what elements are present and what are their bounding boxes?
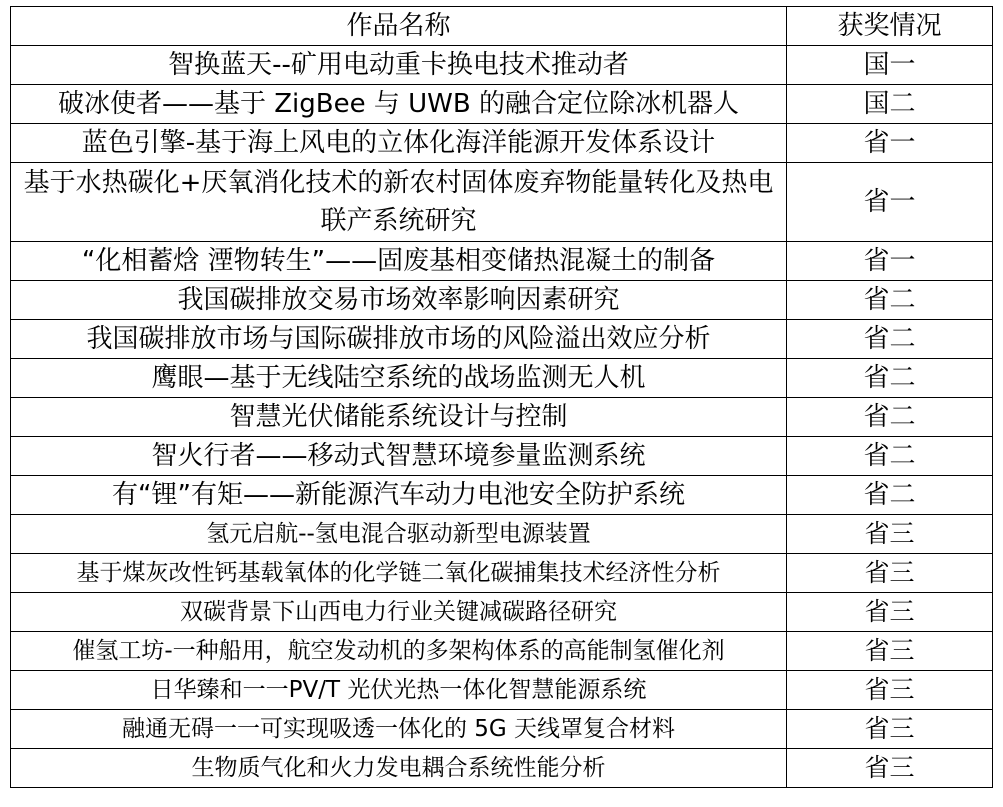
table-row — [11, 710, 993, 749]
column-header-name: 作品名称 — [11, 7, 787, 46]
award-level: 省三 — [787, 515, 993, 554]
table-row — [11, 398, 993, 437]
project-name: 日华臻和一一PV/T 光伏光热一体化智慧能源系统 — [11, 671, 787, 710]
project-name: 我国碳排放市场与国际碳排放市场的风险溢出效应分析 — [11, 320, 787, 359]
project-name: 我国碳排放交易市场效率影响因素研究 — [11, 281, 787, 320]
award-level: 省一 — [787, 124, 993, 163]
project-name: 氢元启航--氢电混合驱动新型电源装置 — [11, 515, 787, 554]
project-name: “化相蓄焓 湮物转生”——固废基相变储热混凝土的制备 — [11, 242, 787, 281]
table-row — [11, 85, 993, 124]
table-row — [11, 124, 993, 163]
table-row — [11, 476, 993, 515]
award-level: 省三 — [787, 749, 993, 788]
table-row — [11, 515, 993, 554]
project-name: 智火行者——移动式智慧环境参量监测系统 — [11, 437, 787, 476]
table-row — [11, 320, 993, 359]
project-name: 融通无碍一一可实现吸透一体化的 5G 天线罩复合材料 — [11, 710, 787, 749]
project-name: 催氢工坊-一种船用，航空发动机的多架构体系的高能制氢催化剂 — [11, 632, 787, 671]
table-header-row — [11, 7, 993, 46]
table-row — [11, 46, 993, 85]
project-name: 智换蓝天--矿用电动重卡换电技术推动者 — [11, 46, 787, 85]
award-level: 省一 — [787, 163, 993, 242]
project-name: 有“锂”有矩——新能源汽车动力电池安全防护系统 — [11, 476, 787, 515]
award-level: 省三 — [787, 593, 993, 632]
table-row — [11, 632, 993, 671]
award-level: 省二 — [787, 359, 993, 398]
award-level: 省二 — [787, 437, 993, 476]
project-name: 双碳背景下山西电力行业关键减碳路径研究 — [11, 593, 787, 632]
award-level: 国二 — [787, 85, 993, 124]
project-name: 智慧光伏储能系统设计与控制 — [11, 398, 787, 437]
award-level: 国一 — [787, 46, 993, 85]
table-row — [11, 163, 993, 242]
award-level: 省三 — [787, 632, 993, 671]
table-row — [11, 359, 993, 398]
project-name: 破冰使者——基于 ZigBee 与 UWB 的融合定位除冰机器人 — [11, 85, 787, 124]
award-level: 省三 — [787, 710, 993, 749]
award-level: 省三 — [787, 671, 993, 710]
table-row — [11, 671, 993, 710]
award-level: 省一 — [787, 242, 993, 281]
project-name: 鹰眼—基于无线陆空系统的战场监测无人机 — [11, 359, 787, 398]
award-level: 省二 — [787, 476, 993, 515]
table-row — [11, 593, 993, 632]
award-level: 省二 — [787, 398, 993, 437]
award-level: 省三 — [787, 554, 993, 593]
project-name: 生物质气化和火力发电耦合系统性能分析 — [11, 749, 787, 788]
project-name: 基于水热碳化+厌氧消化技术的新农村固体废弃物能量转化及热电联产系统研究 — [11, 163, 787, 242]
awards-table — [10, 6, 993, 788]
table-row — [11, 749, 993, 788]
table-row — [11, 242, 993, 281]
award-level: 省二 — [787, 281, 993, 320]
column-header-award: 获奖情况 — [787, 7, 993, 46]
table-row — [11, 281, 993, 320]
award-level: 省二 — [787, 320, 993, 359]
table-row — [11, 437, 993, 476]
table-row — [11, 554, 993, 593]
project-name: 基于煤灰改性钙基载氧体的化学链二氧化碳捕集技术经济性分析 — [11, 554, 787, 593]
project-name: 蓝色引擎-基于海上风电的立体化海洋能源开发体系设计 — [11, 124, 787, 163]
